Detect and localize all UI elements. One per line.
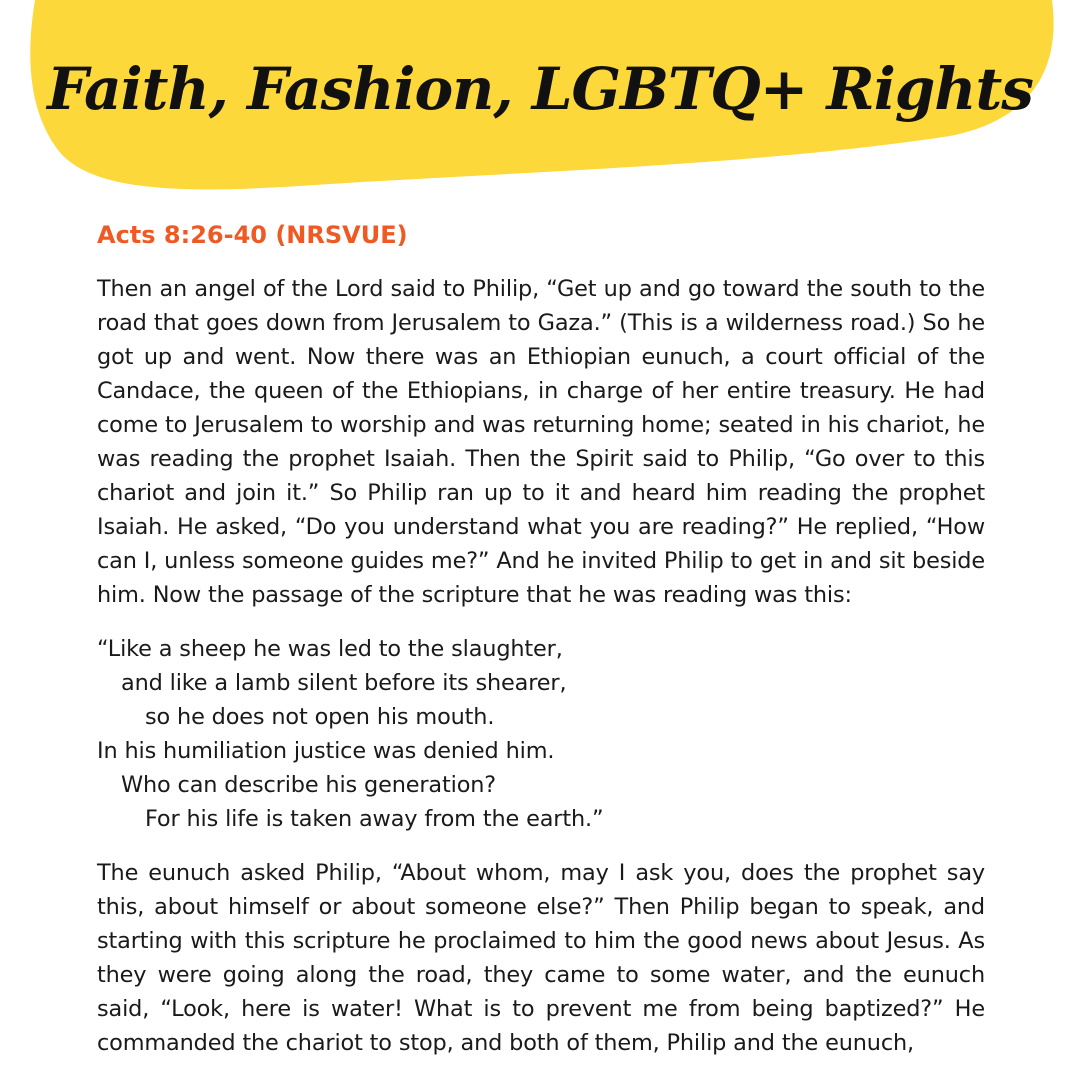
poem-line: Who can describe his generation? (121, 772, 497, 798)
scripture-poem (97, 632, 985, 836)
poem-line: In his humiliation justice was denied him. (97, 738, 555, 764)
poem-line: and like a lamb silent before its shearer, (121, 670, 567, 696)
page-title: Faith, Fashion, LGBTQ+ Rights (47, 55, 1033, 123)
scripture-paragraph-2: The eunuch asked Philip, “About whom, may I ask you, does the prophet say this, about himself or about someone else?” Then Philip began to speak, and starting with this scripture he proclaimed to him the good news about Jesus. As they were going along the road, they came to some water, and the eunuch said, “Look, here is water! What is to prevent me from being baptized?” He commanded the chariot to stop, and both of them, Philip and the eunuch, (97, 860, 985, 1056)
poem-line: so he does not open his mouth. (145, 704, 495, 730)
scripture-reference: Acts 8:26-40 (NRSVUE) (97, 221, 408, 249)
scripture-content (97, 218, 985, 1080)
poem-line: For his life is taken away from the earth.” (145, 806, 604, 832)
poem-line: “Like a sheep he was led to the slaughter, (97, 636, 563, 662)
scripture-paragraph-1: Then an angel of the Lord said to Philip, “Get up and go toward the south to the road that goes down from Jerusalem to Gaza.” (This is a wilderness road.) So he got up and went. Now there was an Ethiopian eunuch, a court official of the Candace, the queen of the Ethiopians, in charge of her entire treasury. He had come to Jerusalem to worship and was returning home; seated in his chariot, he was reading the prophet Isaiah. Then the Spirit said to Philip, “Go over to this chariot and join it.” So Philip ran up to it and heard him reading the prophet Isaiah. He asked, “Do you understand what you are reading?” He replied, “How can I, unless someone guides me?” And he invited Philip to get in and sit beside him. Now the passage of the scripture that he was reading was this: (97, 276, 985, 608)
